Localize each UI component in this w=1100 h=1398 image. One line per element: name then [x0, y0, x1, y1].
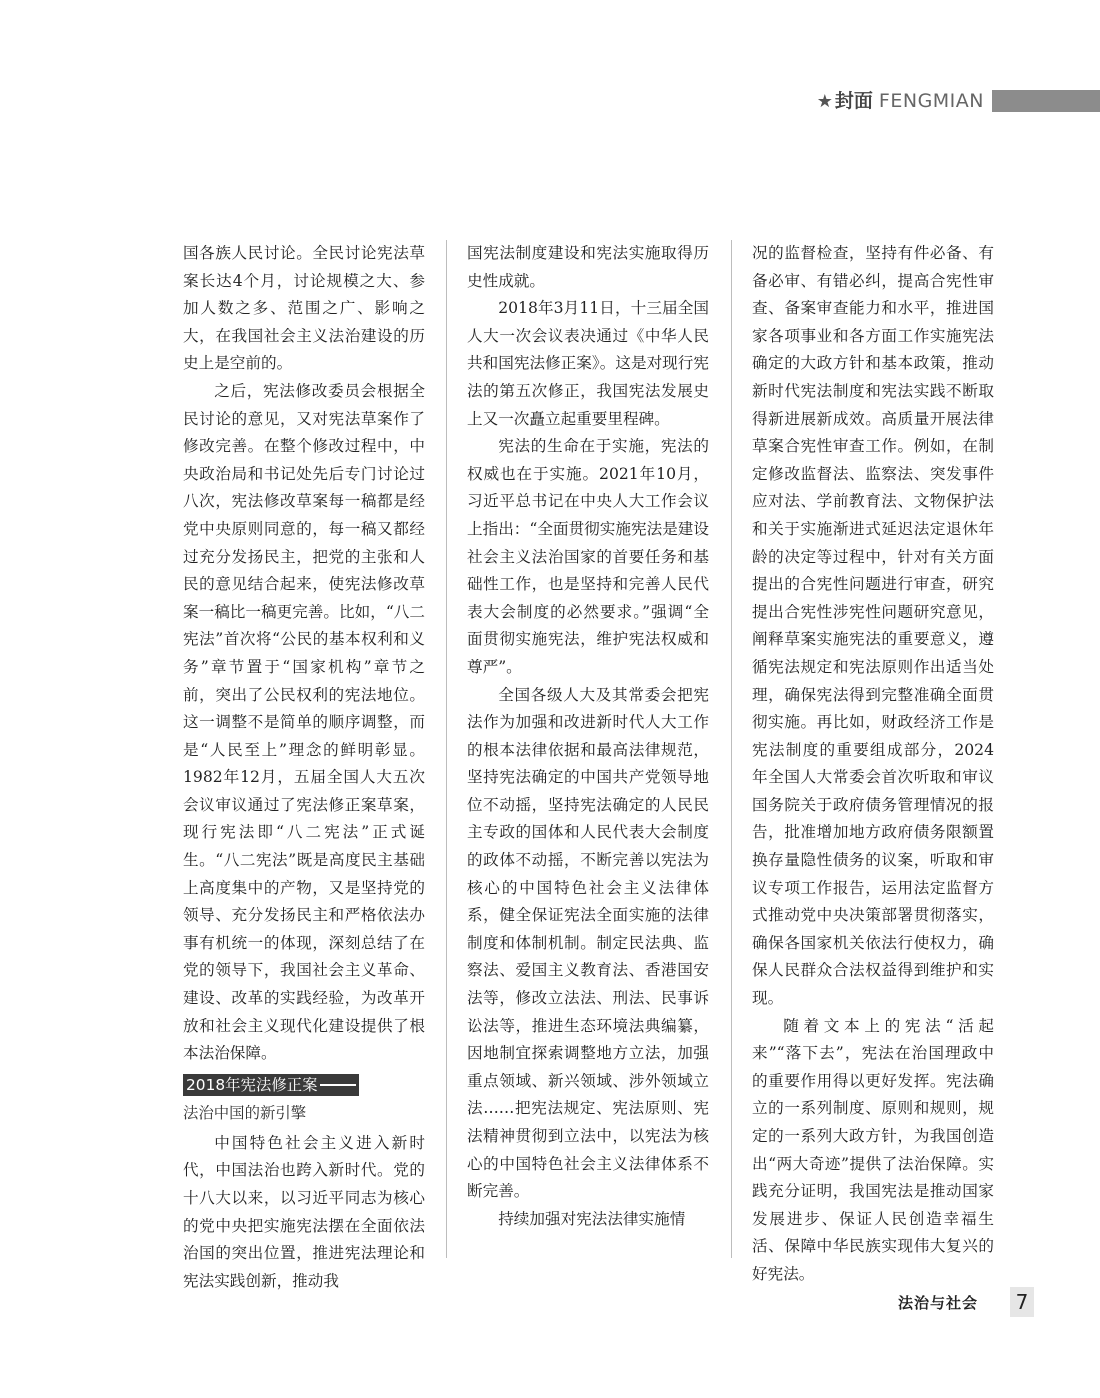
page-header: [0, 88, 1100, 114]
section-name-en: FENGMIAN: [878, 90, 984, 112]
article-column-3: [752, 240, 994, 1289]
paragraph: 国宪法制度建设和宪法实施取得历史性成就。: [467, 244, 709, 290]
paragraph: 持续加强对宪法法律实施情: [498, 1209, 686, 1228]
heading-dash: [320, 1084, 356, 1086]
paragraph: 国各族人民讨论。全民讨论宪法草案长达4个月，讨论规模之大、参加人数之多、范围之广、影响之大，在我国社会主义法治建设的历史上是空前的。: [183, 244, 425, 373]
section-name-cn: 封面: [834, 90, 873, 112]
section-heading: [183, 1074, 359, 1096]
header-bar: [992, 90, 1100, 112]
paragraph: 2018年3月11日，十三届全国人大一次会议表决通过《中华人民共和国宪法修正案》。这是对现行宪法的第五次修正，我国宪法发展史上又一次矗立起重要里程碑。: [467, 299, 709, 428]
paragraph: 况的监督检查，坚持有件必备、有备必审、有错必纠，提高合宪性审查、备案审查能力和水平，推进国家各项事业和各方面工作实施宪法确定的大政方针和基本政策，推动新时代宪法制度和宪法实践不断取得新进展新成效。高质量开展法律草案合宪性审查工作。例如，在制定修改监督法、监察法、突发事件应对法、学前教育法、文物保护法和关于实施渐进式延迟法定退休年龄的决定等过程中，针对有关方面提出的合宪性问题进行审查，研究提出合宪性涉宪性问题研究意见，阐释草案实施宪法的重要意义，遵循宪法规定和宪法原则作出适当处理，确保宪法得到完整准确全面贯彻实施。再比如，财政经济工作是宪法制度的重要组成部分，2024年全国人大常委会首次听取和审议国务院关于政府债务管理情况的报告，批准增加地方政府债务限额置换存量隐性债务的议案，听取和审议专项工作报告，运用法定监督方式推动党中央决策部署贯彻落实，确保各国家机关依法行使权力，确保人民群众合法权益得到维护和实现。: [752, 244, 994, 1008]
article-column-1: [183, 240, 425, 1295]
column-divider: [446, 240, 447, 1258]
paragraph: 宪法的生命在于实施，宪法的权威也在于实施。2021年10月，习近平总书记在中央人大工作会议上指出：“全面贯彻实施宪法是建设社会主义法治国家的首要任务和基础性工作，也是坚持和完善人民代表大会制度的必然要求。”强调“全面贯彻实施宪法，维护宪法权威和尊严”。: [467, 437, 709, 676]
paragraph: 中国特色社会主义进入新时代，中国法治也跨入新时代。党的十八大以来，以习近平同志为核心的党中央把实施宪法摆在全面依法治国的突出位置，推进宪法理论和宪法实践创新，推动我: [183, 1133, 425, 1290]
paragraph: 之后，宪法修改委员会根据全民讨论的意见，又对宪法草案作了修改完善。在整个修改过程中，中央政治局和书记处先后专门讨论过八次，宪法修改草案每一稿都是经党中央原则同意的，每一稿又都经过充分发扬民主，把党的主张和人民的意见结合起来，使宪法修改草案一稿比一稿更完善。比如，“八二宪法”首次将“公民的基本权利和义务”章节置于“国家机构”章节之前，突出了公民权利的宪法地位。这一调整不是简单的顺序调整，而是“人民至上”理念的鲜明彰显。1982年12月，五届全国人大五次会议审议通过了宪法修正案草案，现行宪法即“八二宪法”正式诞生。“八二宪法”既是高度民主基础上高度集中的产物，又是坚持党的领导、充分发扬民主和严格依法办事有机统一的体现，深刻总结了在党的领导下，我国社会主义革命、建设、改革的实践经验，为改革开放和社会主义现代化建设提供了根本法治保障。: [183, 381, 425, 1063]
paragraph: 全国各级人大及其常委会把宪法作为加强和改进新时代人大工作的根本法律依据和最高法律规范，坚持宪法确定的中国共产党领导地位不动摇，坚持宪法确定的人民民主专政的国体和人民代表大会制度的政体不动摇，不断完善以宪法为核心的中国特色社会主义法律体系，健全保证宪法全面实施的法律制度和体制机制。制定民法典、监察法、爱国主义教育法、香港国安法等，修改立法法、刑法、民事诉讼法等，推进生态环境法典编纂，因地制宜探索调整地方立法，加强重点领域、新兴领域、涉外领域立法……把宪法规定、宪法原则、宪法精神贯彻到立法中，以宪法为核心的中国特色社会主义法律体系不断完善。: [467, 685, 709, 1201]
page-number: 7: [1010, 1287, 1034, 1317]
star-icon: ★: [816, 91, 833, 112]
section-label: [817, 88, 984, 114]
column-divider: [731, 240, 732, 1258]
section-heading-text: 2018年宪法修正案: [186, 1075, 318, 1094]
section-subheading: 法治中国的新引擎: [183, 1103, 307, 1122]
article-column-2: [467, 240, 709, 1233]
paragraph: 随着文本上的宪法“活起来”“落下去”，宪法在治国理政中的重要作用得以更好发挥。宪法确立的一系列制度、原则和规则，规定的一系列大政方针，为我国创造出“两大奇迹”提供了法治保障。实践充分证明，我国宪法是推动国家发展进步、保证人民创造幸福生活、保障中华民族实现伟大复兴的好宪法。: [752, 1016, 994, 1283]
magazine-title: 法治与社会: [898, 1294, 979, 1312]
